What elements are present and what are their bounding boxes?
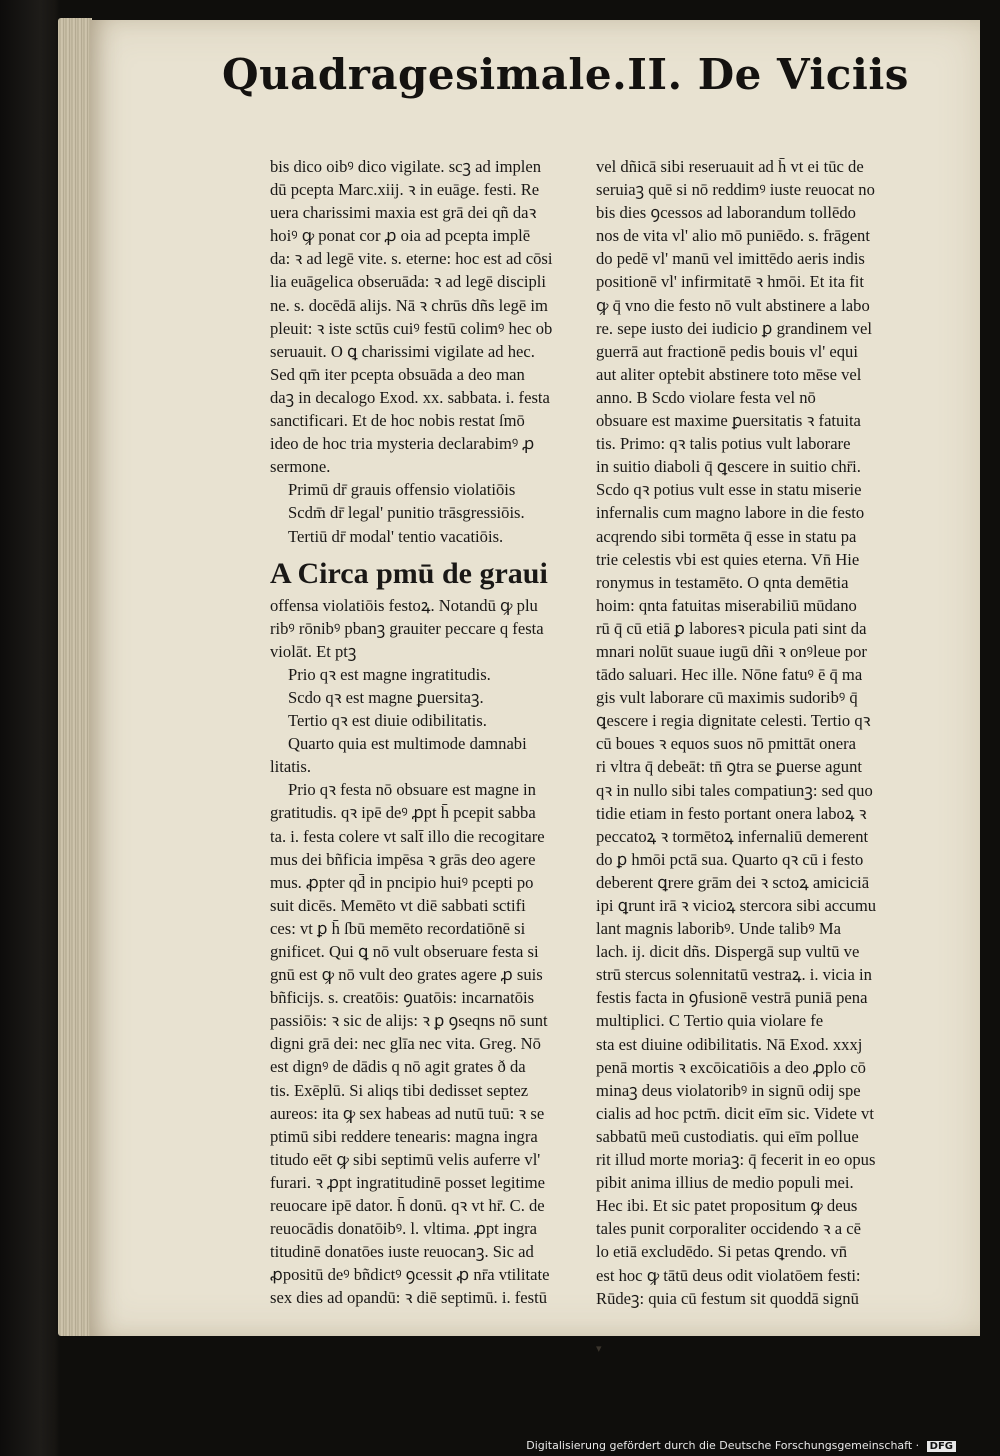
text-line: Tertiū dr̄ modal' tentio vacatiōis. (288, 526, 504, 546)
text-line: cū boues ꝛ equos suos nō pmittāt onera (596, 734, 856, 754)
text-line: cialis ad hoc pctm̄. dicit eīm sic. Videte vt (596, 1103, 874, 1123)
text-line: tādo saluari. Hec ille. Nōne fatuꝰ ē q̄ ma (596, 665, 863, 685)
text-line: tis. Exēplū. Si aliqs tibi dedisset septez (270, 1080, 529, 1100)
text-line: Hec ibi. Et sic patet propositum ꝙ deus (596, 1196, 858, 1216)
text-line: ꝙ q̄ vno die festo nō vult abstinere a labo (596, 295, 870, 315)
text-line: Rūdeꝫ: quia cū festum sit quoddā signū (596, 1288, 859, 1308)
text-line: obsuare est maxime ꝑuersitatis ꝛ fatuita (596, 411, 861, 431)
text-line: mnari nolūt suaue iugū dñi ꝛ onꝰleue por (596, 641, 867, 661)
text-line: bis dies ꝯcessos ad laborandum tollēdo (596, 203, 856, 223)
text-line: ri vltra q̄ debeāt: tn̄ ꝯtra se ꝑuerse agunt (596, 757, 862, 777)
text-line: Scdo qꝛ est magne ꝑuersitaꝫ. (288, 687, 484, 707)
text-line: bis dico oibꝰ dico vigilate. scꝫ ad implen (270, 157, 542, 176)
text-line: offensa violatiōis festoꝝ. Notandū ꝙ plu (270, 595, 538, 615)
text-line: multiplici. C Tertio quia violare fe (596, 1011, 824, 1031)
text-line: strū stercus solennitatū vestraꝝ. i. vicia in (596, 965, 872, 985)
text-line: ta. i. festa colere vt salt̄ illo die recogitare (270, 826, 545, 846)
text-line: sex dies ad opandū: ꝛ diē septimū. i. festū (270, 1288, 548, 1308)
text-line: titudo eēt ꝙ sibi septimū velis auferre vl' (270, 1149, 541, 1169)
text-line: reuocare ipē dator. h̄ donū. qꝛ vt hr̄. C. de (270, 1196, 545, 1216)
text-line: penā mortis ꝛ excōicatiōis a deo ꝓplo cō (596, 1057, 866, 1077)
text-line: A Circa pmū de graui (270, 556, 548, 590)
text-line: digni grā dei: nec glīa nec vita. Greg. Nō (270, 1034, 541, 1054)
text-line: daꝫ in decalogo Exod. xx. sabbata. i. festa (270, 387, 550, 407)
text-line: qꝛ in nullo sibi tales compatiunꝫ: sed quo (596, 780, 873, 800)
text-line: aut aliter optebit abstinere toto mēse vel (596, 364, 862, 384)
text-line: aureos: ita ꝙ sex habeas ad nutū tuū: ꝛ se (270, 1103, 545, 1123)
text-line: mus. ꝓpter qd̄ in pncipio huiꝰ pcepti po (270, 872, 534, 892)
text-line: lant magnis laboribꝰ. Unde talibꝰ Ma (596, 919, 841, 939)
text-line: ces: vt ꝑ h̄ ſbū memēto recordatiōnē si (270, 918, 526, 938)
text-line: tis. Primo: qꝛ talis potius vult laborare (596, 434, 851, 454)
left-text-column (270, 155, 600, 1310)
text-line: gratitudis. qꝛ ipē deꝰ ꝓpt h̄ pcepit sabba (270, 803, 536, 823)
text-line: dū pcepta Marc.xiij. ꝛ in euāge. festi. Re (270, 180, 540, 200)
text-line: titudinē donatōes iuste reuocanꝫ. Sic ad (270, 1242, 534, 1262)
credit-text: Digitalisierung gefördert durch die Deutsche Forschungsgemeinschaft · (526, 1439, 920, 1452)
text-line: deberent ꝗrere grām dei ꝛ sctoꝝ amiciciā (596, 872, 870, 892)
text-line: anno. B Scdo violare festa vel nō (596, 387, 816, 407)
text-line: mus dei bñficia impēsa ꝛ grās deo agere (270, 849, 536, 869)
text-line: gnificet. Qui ꝗ nō vult obseruare festa si (270, 942, 539, 961)
text-line: sermone. (270, 457, 331, 477)
text-line: rū q̄ cū etiā ꝑ laboresꝛ picula pati sint da (596, 618, 867, 638)
text-line: Tertio qꝛ est diuie odibilitatis. (288, 711, 487, 731)
text-line: da: ꝛ ad legē vite. s. eterne: hoc est ad cōsi (270, 249, 553, 269)
text-line: sabbatū meū custodiatis. qui eīm pollue (596, 1126, 859, 1146)
text-line: re. sepe iusto dei iudicio ꝑ grandinem vel (596, 318, 872, 338)
text-line: seruauit. O ꝗ charissimi vigilate ad hec. (270, 341, 535, 361)
text-line: nos de vita vl' alio mō puniēdo. s. frāgent (596, 226, 870, 246)
dfg-logo: DFG (927, 1441, 956, 1452)
text-line: Scdm̄ dr̄ legal' punitio trāsgressiōis. (288, 503, 525, 523)
text-line: peccatoꝝ ꝛ tormētoꝝ infernaliū demerent (596, 826, 869, 846)
text-line: ipi ꝗrunt irā ꝛ vicioꝝ stercora sibi accumu (596, 896, 877, 915)
text-line: trie celestis vbi est quies eterna. Vn̄ Hie (596, 549, 860, 569)
text-line: positionē vl' infirmitatē ꝛ hmōi. Et ita fit (596, 272, 865, 292)
running-head: Quadragesimale.II. De Viciis (222, 50, 909, 99)
text-line: litatis. (270, 757, 312, 777)
text-line: passiōis: ꝛ sic de alijs: ꝛ ꝑ ꝯseqns nō sunt (270, 1011, 548, 1031)
text-line: minaꝫ deus violatoribꝰ in signū odij spe (596, 1080, 861, 1100)
text-line: suit dicēs. Memēto vt diē sabbati sctifi (270, 895, 526, 915)
text-line: uera charissimi maxia est grā dei qñ daꝛ (270, 203, 537, 223)
text-line: guerrā aut fractionē pedis bouis vl' equi (596, 341, 858, 361)
text-line: est hoc ꝙ tātū deus odit violatōem festi: (596, 1265, 861, 1285)
text-line: furari. ꝛ ꝓpt ingratitudinē posset legitime (270, 1172, 546, 1192)
text-line: festis facta in ꝯfusionē vestrā puniā pena (596, 988, 868, 1008)
page-edges (58, 18, 92, 1336)
text-line: lia euāgelica obseruāda: ꝛ ad legē discipli (270, 272, 547, 292)
text-line: lo etiā excludēdo. Si petas ꝗrendo. vn̄ (596, 1242, 848, 1262)
text-line: Quarto quia est multimode damnabi (288, 734, 527, 754)
text-line: do ꝑ hmōi pctā sua. Quarto qꝛ cū i festo (596, 849, 864, 869)
text-line: sta est diuine odibilitatis. Nā Exod. xxxj (596, 1034, 863, 1054)
text-line: seruiaꝫ quē si nō reddimꝰ iuste reuocat no (596, 180, 875, 200)
text-line: sanctificari. Et de hoc nobis restat ſmō (270, 411, 525, 431)
text-line: ronymus in testamēto. O qnta demētia (596, 572, 849, 592)
text-line: ptimū sibi reddere tenearis: magna ingra (270, 1126, 538, 1146)
digitization-credit (526, 1439, 956, 1452)
text-line: Prio qꝛ festa nō obsuare est magne in (288, 780, 536, 800)
text-line: pibit anima illius de medio populi mei. (596, 1173, 854, 1193)
text-line: in suitio diaboli q̄ ꝗescere in suitio chr̄i. (596, 457, 861, 477)
text-line: ne. s. docēdā alijs. Nā ꝛ chrūs dñs legē im (270, 295, 548, 315)
text-line: Scdo qꝛ potius vult esse in statu miserie (596, 480, 862, 500)
text-line: tidie etiam in festo portant onera laboꝝ ꝛ (596, 803, 867, 823)
right-text-column (596, 155, 942, 1310)
text-line: bñficijs. s. creatōis: ꝯuatōis: incarnatōis (270, 988, 535, 1008)
text-line: ꝗescere i regia dignitate celesti. Tertio qꝛ (596, 711, 871, 731)
text-line: ideo de hoc tria mysteria declarabimꝰ ꝓ (270, 434, 535, 454)
text-line: gnū est ꝙ nō vult deo grates agere ꝓ suis (270, 965, 543, 985)
ornament-mark: ▾ (596, 1342, 602, 1355)
text-line: violāt. Et ptꝫ (270, 641, 357, 661)
text-line: tales punit corporaliter occidendo ꝛ a cē (596, 1219, 861, 1239)
text-line: Primū dr̄ grauis offensio violatiōis (288, 480, 516, 500)
text-line: hoiꝰ ꝙ ponat cor ꝓ oia ad pcepta implē (270, 226, 531, 246)
text-line: infernalis cum magno labore in die festo (596, 503, 865, 523)
text-line: rit illud morte moriaꝫ: q̄ fecerit in eo opus (596, 1150, 876, 1170)
text-line: pleuit: ꝛ iste sctūs cuiꝰ festū colimꝰ hec ob (270, 318, 553, 338)
text-line: vel dñicā sibi reseruauit ad h̄ vt ei tūc de (596, 157, 864, 176)
text-line: Sed qm̄ iter pcepta obsuāda a deo man (270, 364, 525, 384)
text-line: hoim: qnta fatuitas miserabiliū mūdano (596, 595, 857, 615)
text-line: acqrendo sibi tormēta q̄ esse in statu pa (596, 526, 857, 546)
text-line: reuocādis donatōibꝰ. l. vltima. ꝓpt ingra (270, 1219, 538, 1239)
text-line: Prio qꝛ est magne ingratitudis. (288, 664, 491, 684)
text-line: ꝓpositū deꝰ bñdictꝰ ꝯcessit ꝓ nr̄a vtilitate (270, 1265, 550, 1285)
text-line: ribꝰ rōnibꝰ pbanꝫ grauiter peccare q festa (270, 618, 544, 638)
text-line: est dignꝰ de dādis q nō agit grates ð da (270, 1057, 526, 1077)
text-line: do pedē vl' manū vel imittēdo aeris indis (596, 249, 865, 269)
text-line: lach. ij. dicit dñs. Dispergā sup vultū ve (596, 942, 860, 962)
text-line: gis vult laborare cū maximis sudoribꝰ q̄ (596, 688, 858, 708)
